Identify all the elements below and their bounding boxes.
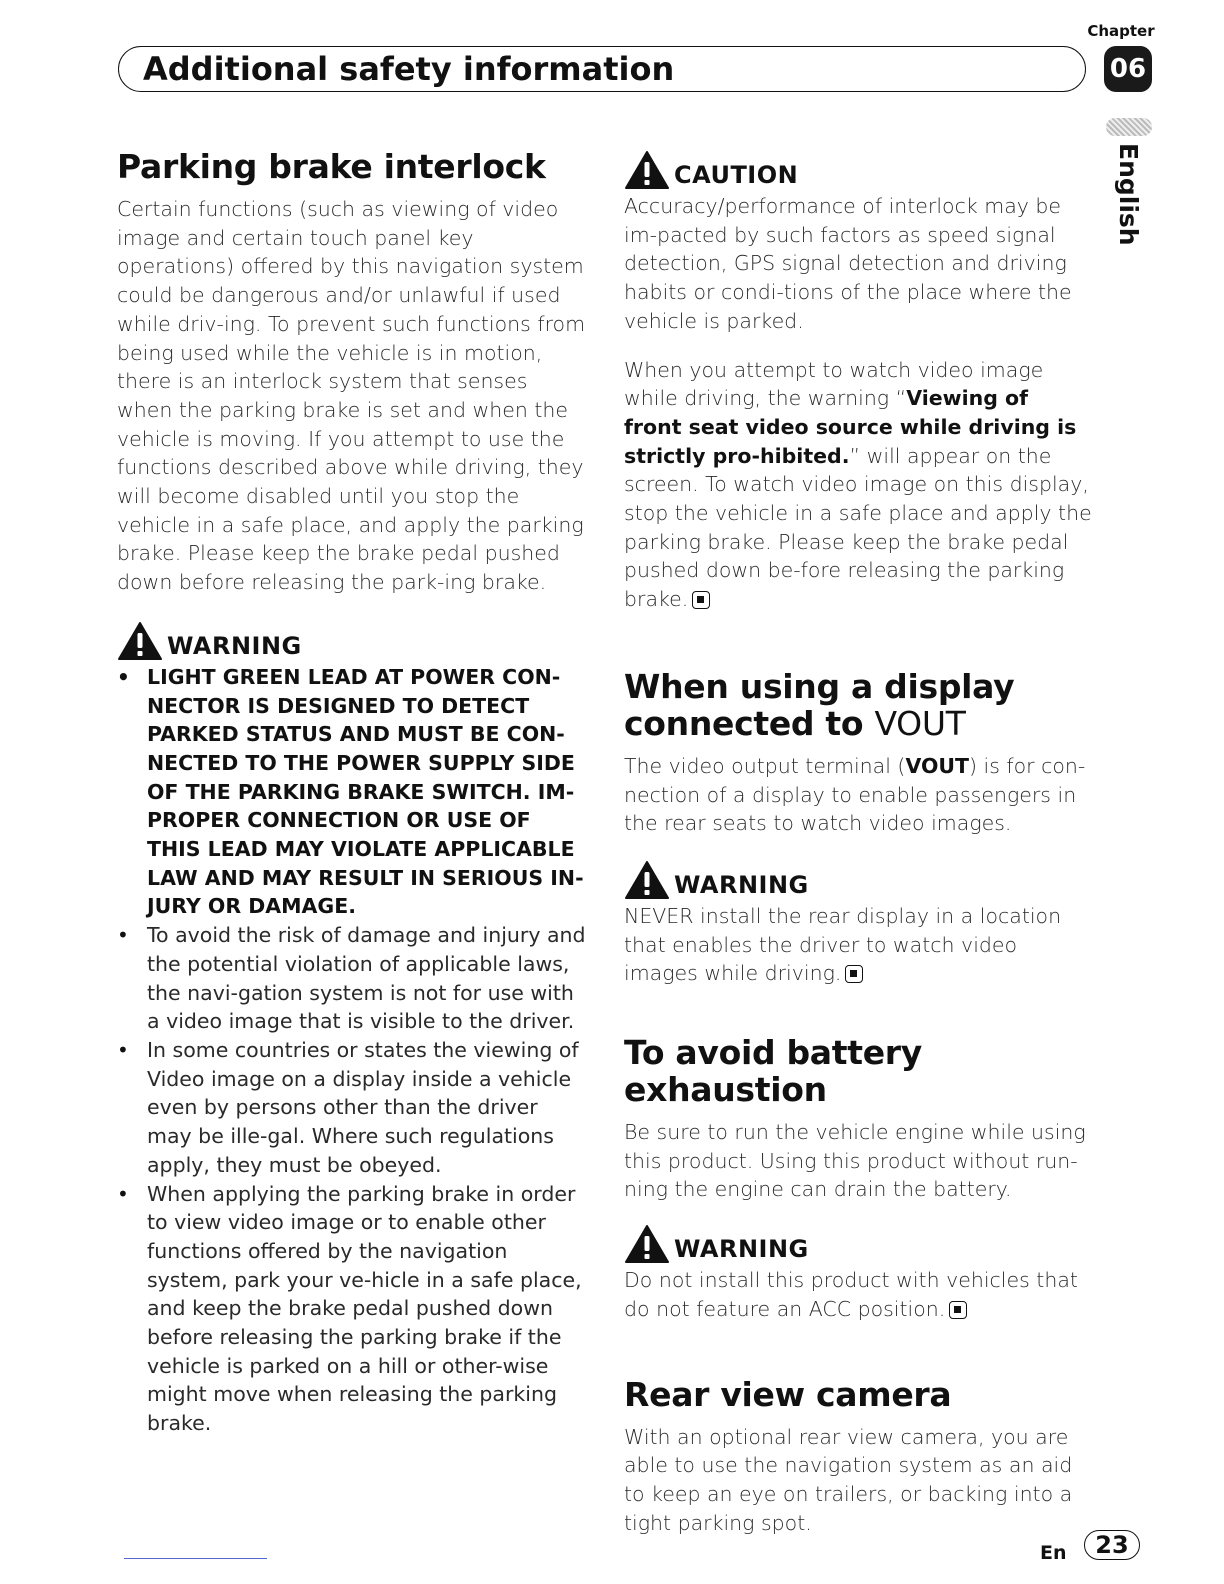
caution-icon [624, 150, 670, 190]
battery-heading: To avoid battery exhaustion [624, 1033, 922, 1110]
battery-warning-text: Do not install this product with vehicles that do not feature an ACC position. [624, 1268, 1078, 1321]
footer-language-code: En [1040, 1542, 1067, 1564]
vout-warning-header [624, 860, 1092, 900]
vout-body-intro: The video output terminal ( [624, 753, 906, 778]
list-item: • To avoid the risk of damage and injury and the potential violation of applicable laws, the navi-gation system is not for use with a video image that is visible to the driver. [117, 921, 587, 1036]
camera-heading: Rear view camera [624, 1374, 952, 1414]
section-end-icon [845, 965, 863, 983]
language-label: English [1114, 143, 1143, 246]
vout-body-rest: ) is for con-nection of a display to enable passengers in the rear seats to watch video images. [624, 753, 1086, 836]
warning-icon [624, 1224, 670, 1264]
section-end-icon [692, 591, 710, 609]
warning-message-paragraph [624, 356, 1092, 614]
left-column [117, 148, 587, 1438]
warning-label: WARNING [167, 631, 302, 660]
page-title: Additional safety information [143, 50, 675, 88]
caution-header [624, 150, 1092, 190]
vout-heading-text: When using a display connected to [624, 666, 1015, 743]
camera-body: With an optional rear view camera, you are able to use the navigation system as an aid to keep an eye on trailers, or backing into a tight parking spot. [624, 1424, 1073, 1535]
vout-term: VOUT [905, 753, 969, 778]
right-column [624, 150, 1092, 1537]
warning-message-quote: Viewing of front seat video source while driving is strictly pro-hibited. [624, 386, 1077, 468]
battery-body: Be sure to run the vehicle engine while using this product. Using this product without run-ning the engine can drain the battery. [624, 1120, 1086, 1202]
warning-label: WARNING [674, 870, 809, 899]
language-tab-marker [1106, 118, 1152, 136]
parking-brake-body: Certain functions (such as viewing of video image and certain touch panel key operations) offered by this navigation system could be dangerous and/or unlawful if used while driv-ing. To prevent such functions from being used while the vehicle is in motion, there is an interlock system that senses when the parking brake is set and when the vehicle is moving. If you attempt to use the functions described above while driving, they will become disabled until you stop the vehicle in a safe place, and apply the parking brake. Please keep the brake pedal pushed down before releasing the park-ing brake. [117, 197, 586, 595]
parking-warning-header [117, 621, 587, 661]
list-item: • LIGHT GREEN LEAD AT POWER CON-NECTOR IS DESIGNED TO DETECT PARKED STATUS AND MUST BE CON-NECTED TO THE POWER SUPPLY SIDE OF THE PARKING BRAKE SWITCH. IM-PROPER CONNECTION OR USE OF THIS LEAD MAY VIOLATE APPLICABLE LAW AND MAY RESULT IN SERIOUS IN-JURY OR DAMAGE. [117, 663, 587, 921]
list-item: • In some countries or states the viewing of Video image on a display inside a vehicle even by persons other than the driver may be ille-gal. Where such regulations apply, they must be obeyed. [117, 1036, 587, 1180]
list-item: • When applying the parking brake in order to view video image or to enable other functions offered by the navigation system, park your ve-hicle in a safe place, and keep the brake pedal pushed down before releasing the parking brake if the vehicle is parked on a hill or other-wise might move when releasing the parking brake. [117, 1180, 587, 1438]
warning-label: WARNING [674, 1235, 809, 1264]
footer-rule [124, 1558, 267, 1559]
warning-icon [117, 621, 163, 661]
chapter-number-badge: 06 [1104, 46, 1152, 92]
chapter-label: Chapter [1087, 22, 1155, 40]
battery-warning-header [624, 1224, 1092, 1264]
battery-warning-body [624, 1266, 1092, 1323]
parking-brake-heading: Parking brake interlock [117, 147, 546, 186]
vout-warning-body [624, 902, 1092, 988]
warning-message-rest: ” will appear on the screen. To watch video image on this display, stop the vehicle in a safe place and apply the parking brake. Please keep the brake pedal pushed down be-fore releasing the parking brake. [624, 443, 1092, 612]
section-end-icon [949, 1301, 967, 1319]
caution-body: Accuracy/performance of interlock may be im-pacted by such factors as speed signal detection, GPS signal detection and driving habits or condi-tions of the place where the vehicle is parked. [624, 194, 1072, 333]
vout-heading-term: VOUT [874, 703, 966, 743]
vout-body [624, 752, 1092, 838]
vout-heading [624, 668, 1092, 742]
page-number: 23 [1084, 1530, 1140, 1560]
warning-message-intro: When you attempt to watch video image while driving, the warning “ [624, 357, 1044, 411]
warning-icon [624, 860, 670, 900]
parking-warning-list [117, 663, 587, 1438]
header-banner [118, 46, 1086, 92]
vout-warning-text: NEVER install the rear display in a location that enables the driver to watch video images while driving. [624, 903, 1062, 986]
caution-label: CAUTION [674, 161, 799, 189]
